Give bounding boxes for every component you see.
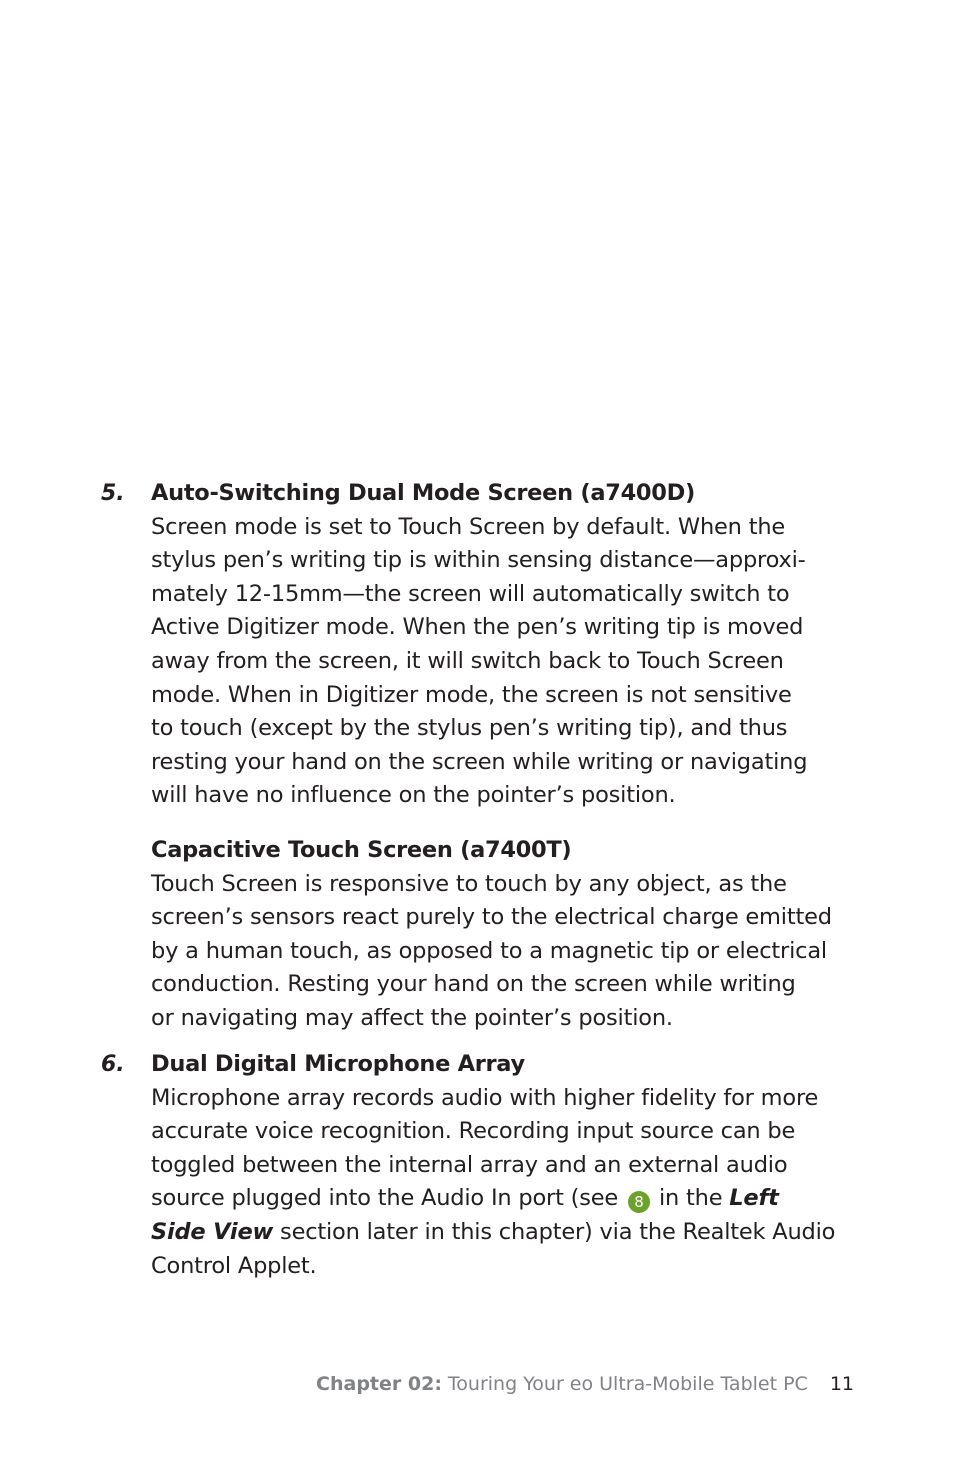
paragraph-line: toggled between the internal array and an external audio bbox=[151, 1151, 788, 1178]
paragraph-line: to touch (except by the stylus pen’s writing tip), and thus bbox=[151, 715, 788, 742]
paragraph-line: Touch Screen is responsive to touch by any object, as the bbox=[151, 870, 787, 897]
section-heading: Auto-Switching Dual Mode Screen (a7400D) bbox=[151, 480, 695, 506]
paragraph-line: screen’s sensors react purely to the electrical charge emitted bbox=[151, 904, 832, 931]
paragraph-line bbox=[151, 1216, 861, 1250]
section-body bbox=[151, 1048, 861, 1283]
section-number: 5. bbox=[101, 481, 125, 506]
text-fragment: in the bbox=[658, 1185, 723, 1212]
paragraph-line: Active Digitizer mode. When the pen’s writing tip is moved bbox=[151, 614, 804, 641]
emphasis-text: Side View bbox=[151, 1218, 274, 1245]
paragraph-line: mately 12-15mm—the screen will automatically switch to bbox=[151, 580, 790, 607]
paragraph-line: mode. When in Digitizer mode, the screen is not sensitive bbox=[151, 681, 792, 708]
paragraph-line: or navigating may affect the pointer’s position. bbox=[151, 1004, 673, 1031]
callout-number-badge: 8 bbox=[628, 1191, 650, 1213]
paragraph-line: accurate voice recognition. Recording input source can be bbox=[151, 1118, 796, 1145]
page-number: 11 bbox=[829, 1373, 854, 1395]
section-number: 6. bbox=[101, 1052, 125, 1077]
section-heading: Dual Digital Microphone Array bbox=[151, 1051, 525, 1077]
section-body bbox=[151, 477, 861, 1036]
paragraph-line: stylus pen’s writing tip is within sensing distance—approxi- bbox=[151, 547, 806, 574]
paragraph-line: Microphone array records audio with higher fidelity for more bbox=[151, 1084, 819, 1111]
paragraph-line: Screen mode is set to Touch Screen by default. When the bbox=[151, 513, 786, 540]
footer-chapter: Chapter 02: bbox=[316, 1373, 442, 1395]
paragraph-line: away from the screen, it will switch back to Touch Screen bbox=[151, 647, 784, 674]
paragraph-line: resting your hand on the screen while writing or navigating bbox=[151, 748, 808, 775]
text-fragment: source plugged into the Audio In port (see bbox=[151, 1185, 619, 1212]
paragraph-line: by a human touch, as opposed to a magnetic tip or electrical bbox=[151, 937, 827, 964]
sub-heading: Capacitive Touch Screen (a7400T) bbox=[151, 836, 572, 863]
paragraph-line bbox=[151, 1182, 861, 1216]
footer-title: Touring Your eo Ultra-Mobile Tablet PC bbox=[447, 1373, 808, 1395]
emphasis-text: Left bbox=[729, 1185, 779, 1212]
paragraph-line: Control Applet. bbox=[151, 1252, 317, 1279]
paragraph-line: conduction. Resting your hand on the screen while writing bbox=[151, 971, 796, 998]
text-fragment: section later in this chapter) via the Realtek Audio bbox=[273, 1218, 836, 1245]
paragraph-line: will have no influence on the pointer’s position. bbox=[151, 782, 676, 809]
page-footer bbox=[316, 1370, 854, 1398]
